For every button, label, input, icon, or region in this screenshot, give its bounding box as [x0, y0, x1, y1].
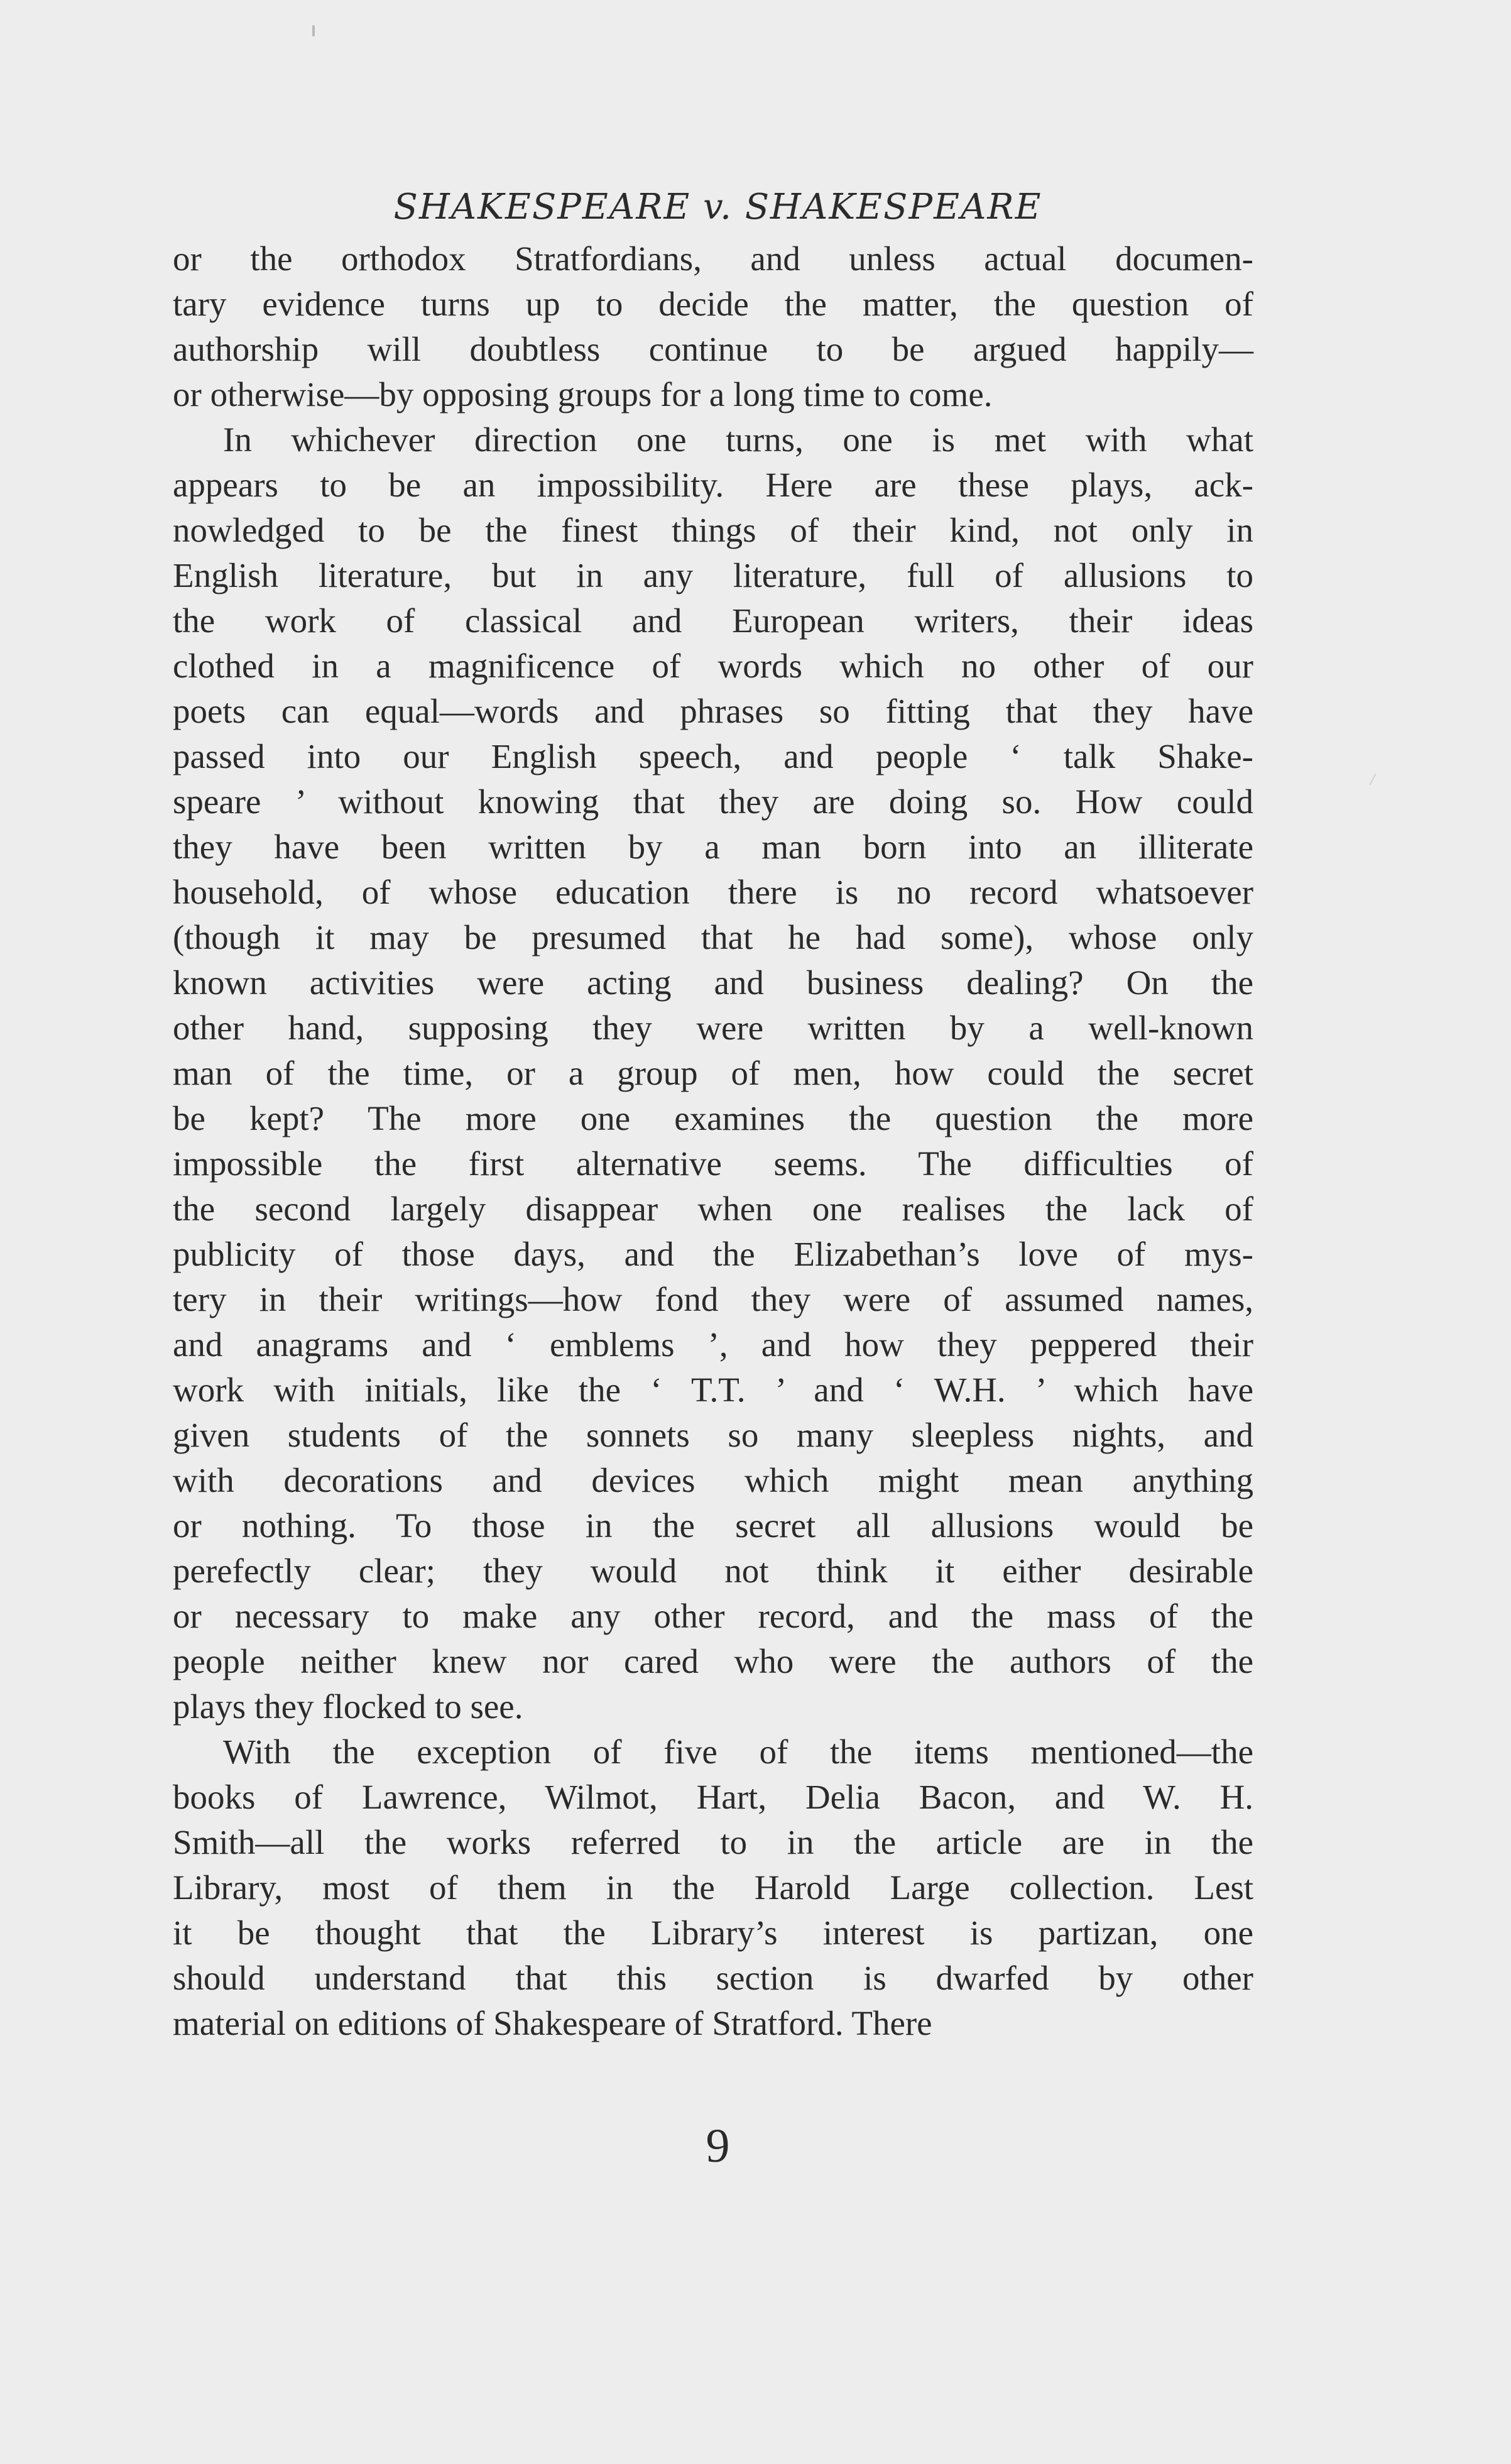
print-speck: [1369, 774, 1376, 786]
text-line: it be thought that the Library’s interest is partizan, one: [173, 1914, 1253, 1952]
paragraph: [173, 236, 1253, 417]
text-line: be kept? The more one examines the question the more: [173, 1099, 1253, 1137]
text-line: people neither knew nor cared who were the authors of the: [173, 1642, 1253, 1680]
text-line: other hand, supposing they were written by a well-known: [173, 1009, 1253, 1047]
text-line: nowledged to be the finest things of their kind, not only in: [173, 511, 1253, 549]
text-line: should understand that this section is dwarfed by other: [173, 1959, 1253, 1997]
text-line: they have been written by a man born into an illiterate: [173, 828, 1253, 866]
text-line: clothed in a magnificence of words which no other of our: [173, 647, 1253, 685]
text-line: appears to be an impossibility. Here are these plays, ack-: [173, 466, 1253, 504]
text-line: In whichever direction one turns, one is met with what: [223, 420, 1253, 459]
text-line: or nothing. To those in the secret all allusions would be: [173, 1506, 1253, 1545]
text-line: Library, most of them in the Harold Large collection. Lest: [173, 1868, 1253, 1907]
text-line: known activities were acting and business dealing? On the: [173, 963, 1253, 1002]
text-line: household, of whose education there is no record whatsoever: [173, 873, 1253, 911]
text-line: English literature, but in any literature, full of allusions to: [173, 556, 1253, 594]
text-line: perefectly clear; they would not think it either desirable: [173, 1552, 1253, 1590]
paragraph: [173, 1729, 1253, 2046]
text-line: passed into our English speech, and people ‘ talk Shake-: [173, 737, 1253, 775]
text-line: Smith—all the works referred to in the article are in the: [173, 1823, 1253, 1861]
paragraph: [173, 417, 1253, 1729]
text-line: publicity of those days, and the Elizabethan’s love of mys-: [173, 1235, 1253, 1273]
print-speck: [312, 25, 315, 36]
text-line: (though it may be presumed that he had some), whose only: [173, 918, 1253, 956]
text-line: or otherwise—by opposing groups for a long time to come.: [173, 375, 993, 413]
text-line: with decorations and devices which might mean anything: [173, 1461, 1253, 1499]
text-line: poets can equal—words and phrases so fitting that they have: [173, 692, 1253, 730]
text-line: and anagrams and ‘ emblems ’, and how they peppered their: [173, 1325, 1253, 1364]
text-line: the second largely disappear when one realises the lack of: [173, 1190, 1253, 1228]
text-line: material on editions of Shakespeare of Stratford. There: [173, 2004, 932, 2042]
text-line: tary evidence turns up to decide the matter, the question of: [173, 285, 1253, 323]
body-text: [173, 236, 1253, 2046]
text-line: plays they flocked to see.: [173, 1687, 523, 1726]
text-line: authorship will doubtless continue to be argued happily—: [173, 330, 1253, 368]
running-head: SHAKESPEARE v. SHAKESPEARE: [393, 187, 1042, 227]
text-line: speare ’ without knowing that they are doing so. How could: [173, 782, 1253, 821]
text-line: impossible the first alternative seems. The difficulties of: [173, 1144, 1253, 1183]
text-line: With the exception of five of the items mentioned—the: [223, 1733, 1253, 1771]
text-line: books of Lawrence, Wilmot, Hart, Delia Bacon, and W. H.: [173, 1778, 1253, 1816]
text-line: given students of the sonnets so many sleepless nights, and: [173, 1416, 1253, 1454]
text-line: man of the time, or a group of men, how could the secret: [173, 1054, 1253, 1092]
text-line: work with initials, like the ‘ T.T. ’ and ‘ W.H. ’ which have: [173, 1371, 1253, 1409]
text-line: tery in their writings—how fond they were of assumed names,: [173, 1280, 1253, 1318]
page-number: 9: [706, 2120, 730, 2172]
text-line: or necessary to make any other record, and the mass of the: [173, 1597, 1253, 1635]
text-line: or the orthodox Stratfordians, and unless actual documen-: [173, 239, 1253, 278]
text-line: the work of classical and European writers, their ideas: [173, 601, 1253, 640]
